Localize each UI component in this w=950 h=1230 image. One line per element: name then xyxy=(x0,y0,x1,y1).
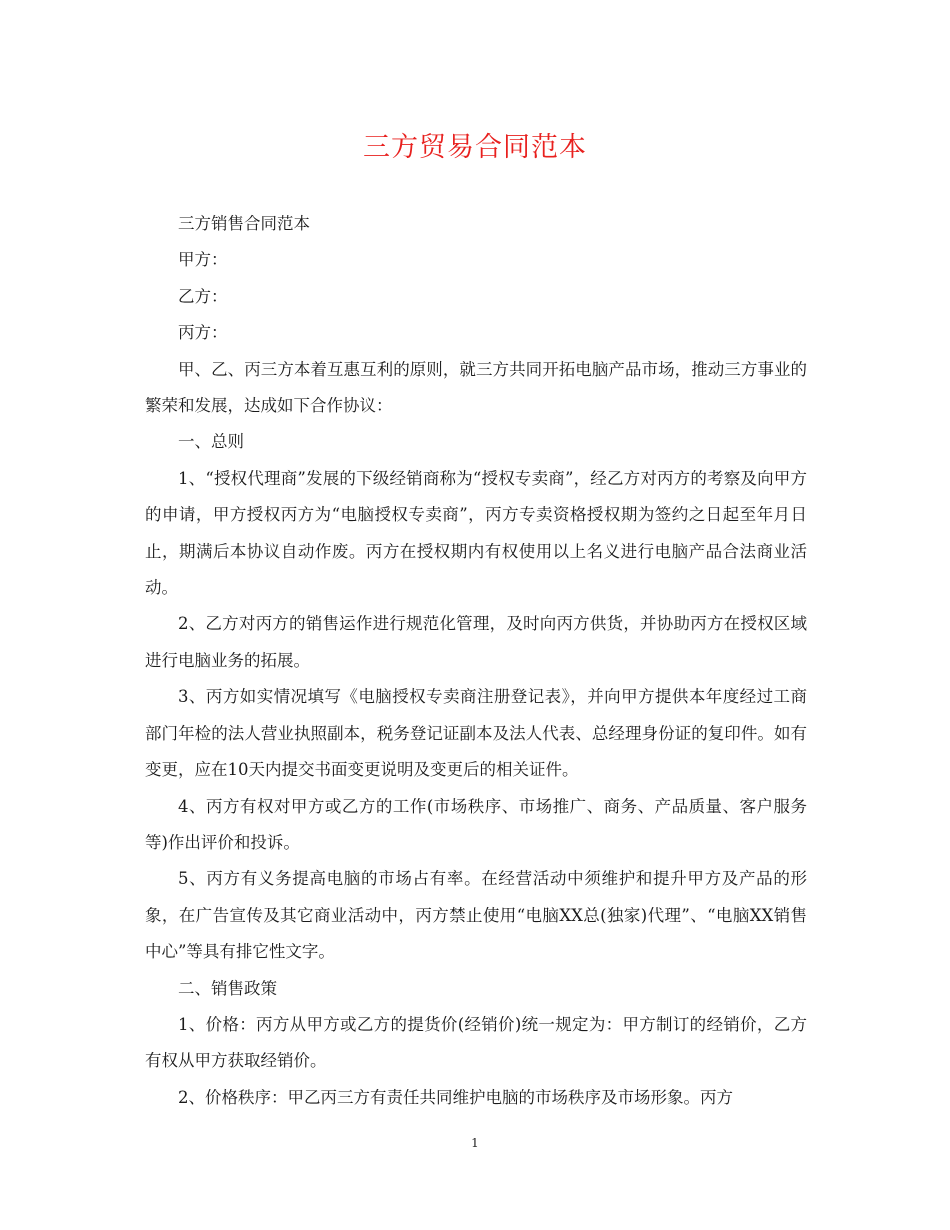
page-number: 1 xyxy=(471,1136,479,1150)
paragraph-preamble: 甲、乙、丙三方本着互惠互利的原则，就三方共同开拓电脑产品市场，推动三方事业的繁荣和发展，达成如下合作协议： xyxy=(145,359,807,416)
paragraph-subtitle: 三方销售合同范本 xyxy=(178,214,310,233)
paragraph-party-c: 丙方： xyxy=(178,323,228,343)
paragraph-party-a: 甲方： xyxy=(178,250,228,270)
paragraph-clause-4: 4、丙方有权对甲方或乙方的工作(市场秩序、市场推广、商务、产品质量、客户服务等)作出评价和投诉。 xyxy=(145,796,807,852)
paragraph-clause-2: 2、乙方对丙方的销售运作进行规范化管理，及时向丙方供货，并协助丙方在授权区域进行电脑业务的拓展。 xyxy=(145,614,807,670)
section-heading-general: 一、总则 xyxy=(178,432,244,452)
paragraph-clause-1: 1、“授权代理商”发展的下级经销商称为“授权专卖商”，经乙方对丙方的考察及向甲方的申请，甲方授权丙方为“电脑授权专卖商”，丙方专卖资格授权期为签约之日起至年月日止，期满后本协议自动作废。丙方在授权期内有权使用以上名义进行电脑产品合法商业活动。 xyxy=(145,468,807,598)
document-title: 三方贸易合同范本 xyxy=(363,132,587,163)
document-body xyxy=(145,206,807,1116)
paragraph-clause-5: 5、丙方有义务提高电脑的市场占有率。在经营活动中须维护和提升甲方及产品的形象，在广告宣传及其它商业活动中，丙方禁止使用“电脑XX总(独家)代理”、“电脑XX销售中心”等具有排它性文字。 xyxy=(145,869,807,962)
paragraph-policy-1: 1、价格：丙方从甲方或乙方的提货价(经销价)统一规定为：甲方制订的经销价，乙方有权从甲方获取经销价。 xyxy=(145,1014,807,1071)
paragraph-party-b: 乙方： xyxy=(178,286,228,306)
section-heading-sales-policy: 二、销售政策 xyxy=(178,978,277,998)
paragraph-policy-2: 2、价格秩序：甲乙丙三方有责任共同维护电脑的市场秩序及市场形象。丙方 xyxy=(178,1087,733,1107)
paragraph-clause-3: 3、丙方如实情况填写《电脑授权专卖商注册登记表》，并向甲方提供本年度经过工商部门年检的法人营业执照副本，税务登记证副本及法人代表、总经理身份证的复印件。如有变更，应在10天内提交书面变更说明及变更后的相关证件。 xyxy=(145,687,807,780)
